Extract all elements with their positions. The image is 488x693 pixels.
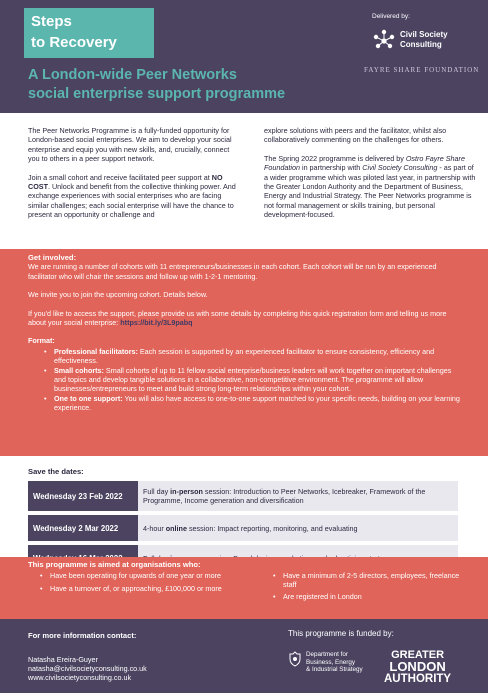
csc-line-1: Civil Society xyxy=(400,30,448,39)
contact-name: Natasha Ereira-Guyer xyxy=(28,655,98,664)
page-subtitle xyxy=(28,66,358,104)
criteria-grid xyxy=(28,572,460,606)
date-row xyxy=(28,515,458,541)
intro-paragraph-3: explore solutions with peers and the facilitator, whilst also collaboratively commenting on the challenges for others. xyxy=(264,126,447,145)
intro-paragraph-2: Join a small cohort and receive facilitated peer support at NO COST. Unlock and benefit from the collective thinking power. And exchange experiences with social enterprises who are facing similar challenges; each social enterprise will have the chance to present an opportunity or challenge and xyxy=(28,172,236,220)
csc-line-2: Consulting xyxy=(400,40,442,49)
criteria-column-right xyxy=(261,572,460,606)
subtitle-line-1: A London-wide Peer Networks xyxy=(28,67,237,83)
beis-logo-text: Department for Business, Energy & Industrial Strategy xyxy=(306,651,363,674)
intro-paragraph-1: The Peer Networks Programme is a fully-funded opportunity for London-based social enterprises. We aim to develop your social enterprise and equip you with new skills, and, crucially, connect you to others in a peer support network. xyxy=(28,126,232,164)
involved-paragraph-2: We invite you to join the upcoming cohort. Details below. xyxy=(28,290,208,300)
footer xyxy=(0,619,488,693)
list-item: • Professional facilitators: Each session is supported by an experienced facilitator to ensure consistency, efficiency and effectiveness. xyxy=(44,347,460,366)
save-the-dates-heading: Save the dates: xyxy=(28,467,84,476)
csc-logo-icon xyxy=(372,28,396,52)
beis-logo xyxy=(288,651,363,674)
csc-logo-text xyxy=(400,30,448,50)
contact-email[interactable]: natasha@civilsocietyconsulting.co.uk xyxy=(28,664,147,674)
date-label: Wednesday 23 Feb 2022 xyxy=(28,481,138,511)
list-item: • Have a turnover of, or approaching, £100,000 or more xyxy=(28,585,227,594)
intro-paragraph-4: The Spring 2022 programme is delivered by Ostro Fayre Share Foundation in partnership with Civil Society Consulting - as part of a wider programme which was piloted last year, in partnership with the Greater London Authority and the Department of Business, Energy and Industrial Strategy. The Peer Networks programme is not formal management or skills training, but personal development-focused. xyxy=(264,153,476,220)
fayre-share-foundation-logo: FAYRE SHARE FOUNDATION xyxy=(364,66,480,74)
list-item: • One to one support: You will also have access to one-to-one support matched to your specific needs, building on your learning experience. xyxy=(44,394,460,413)
registration-link[interactable]: https://bit.ly/3L9pabq xyxy=(120,318,193,328)
involved-paragraph-1: We are running a number of cohorts with 11 entrepreneurs/businesses in each cohort. Each cohort will be run by an experienced facilitator who will chair the sessions and follow up with 1-2-1 mentoring. xyxy=(28,262,437,281)
involved-paragraph-3: If you'd like to access the support, please provide us with some details by completing this quick registration form and telling us more about your social enterprise: https://bit.ly/3L9pabq xyxy=(28,308,447,328)
civil-society-consulting-logo xyxy=(372,28,448,52)
aimed-at-heading: This programme is aimed at organisations who: xyxy=(28,560,201,569)
intro-column-left xyxy=(28,126,240,229)
get-involved-heading: Get involved: xyxy=(28,253,77,262)
contact-details xyxy=(28,655,147,683)
session-description: 4-hour online session: Impact reporting, monitoring, and evaluating xyxy=(138,515,458,541)
list-item: • Are registered in London xyxy=(261,593,460,602)
format-heading: Format: xyxy=(28,336,55,346)
badge-line-2: to Recovery xyxy=(31,34,117,51)
steps-to-recovery-badge xyxy=(24,8,154,58)
format-list xyxy=(44,347,460,413)
criteria-column-left xyxy=(28,572,227,606)
session-description: Full day in-person session: Introduction to Peer Networks, Icebreaker, Framework of the Programme, Income generation and diversification xyxy=(138,481,458,511)
date-row xyxy=(28,481,458,511)
list-item: • Have been operating for upwards of one year or more xyxy=(28,572,227,581)
list-item: • Have a minimum of 2-5 directors, employees, freelance staff xyxy=(261,572,460,590)
delivered-by-label: Delivered by: xyxy=(372,13,410,20)
funded-by-label: This programme is funded by: xyxy=(288,629,394,638)
gla-line-1: GREATER xyxy=(391,649,445,661)
royal-crest-icon xyxy=(288,651,302,667)
list-item: • Small cohorts: Small cohorts of up to 11 fellow social enterprise/business leaders will work together on important challenges and topics and develop tangible solutions in a collaborative, non-competitive environment. The programme will allow businesses/entrepreneurs to meet and build strong long-term relationships within your cohort. xyxy=(44,366,460,394)
greater-london-authority-logo xyxy=(384,649,451,685)
badge-line-1: Steps xyxy=(31,13,72,30)
header-banner xyxy=(0,0,488,113)
aimed-at-section xyxy=(0,557,488,619)
contact-heading: For more information contact: xyxy=(28,631,137,640)
contact-website[interactable]: www.civilsocietyconsulting.co.uk xyxy=(28,673,132,683)
gla-line-2: LONDON xyxy=(389,659,446,674)
subtitle-line-2: social enterprise support programme xyxy=(28,86,286,102)
intro-column-right xyxy=(264,126,476,229)
intro-section xyxy=(28,126,476,229)
date-label: Wednesday 2 Mar 2022 xyxy=(28,515,138,541)
gla-line-3: AUTHORITY xyxy=(384,673,452,685)
get-involved-section xyxy=(0,249,488,456)
